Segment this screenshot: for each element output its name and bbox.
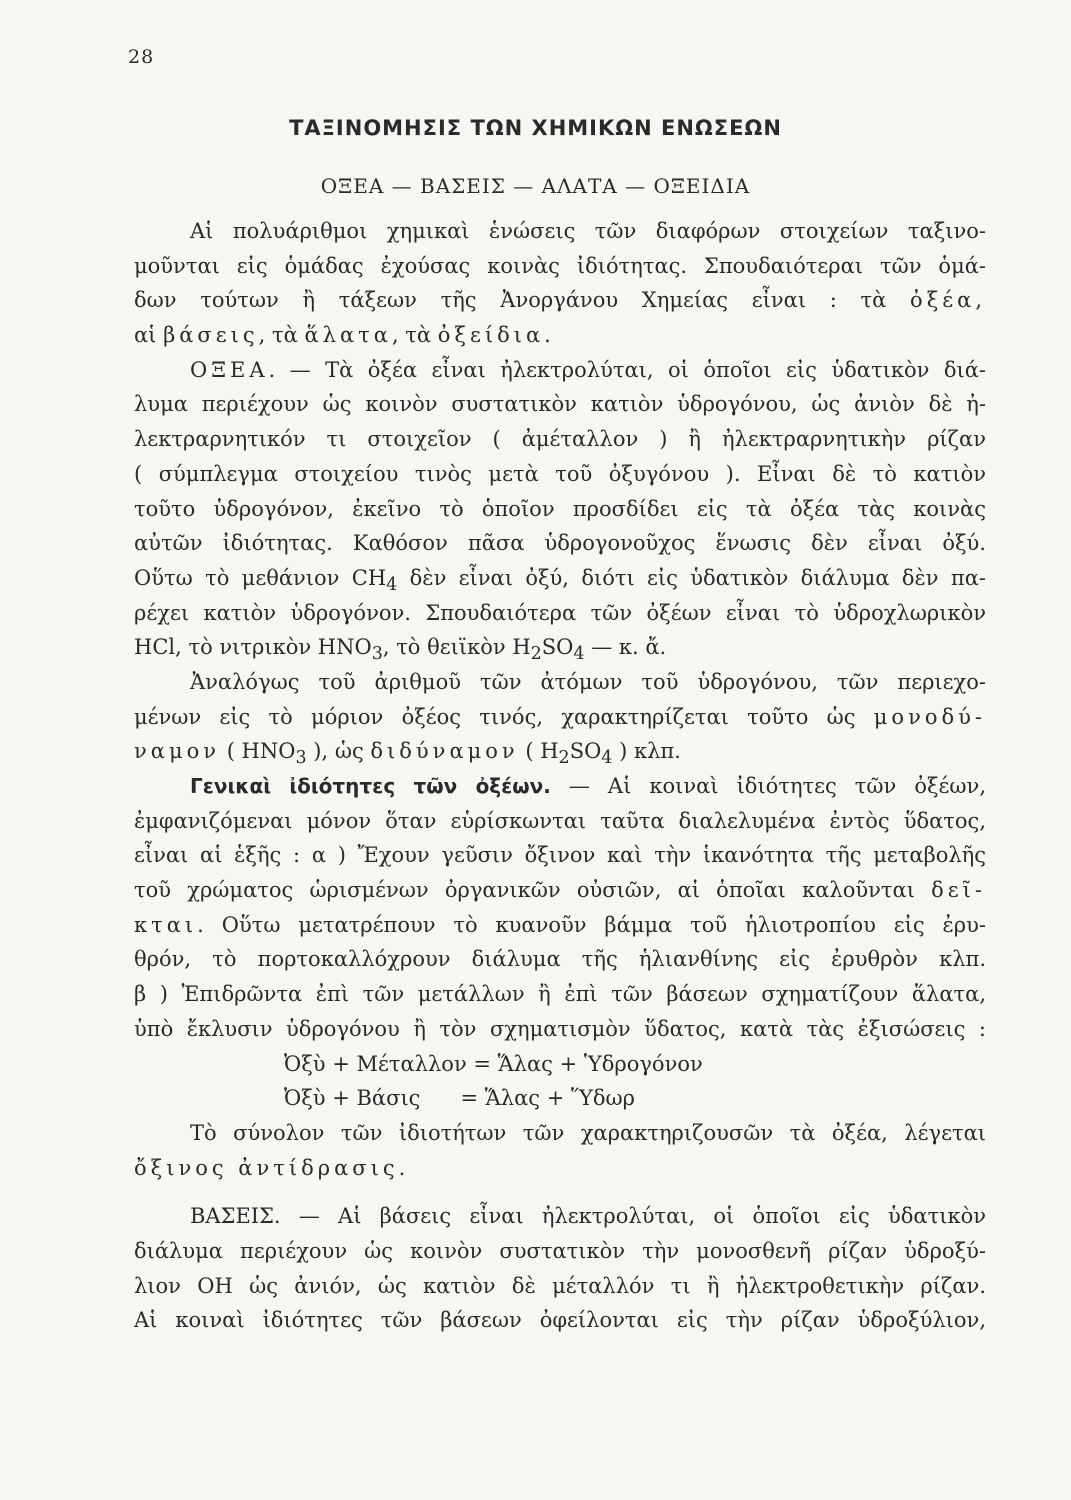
- text-line: Τὸ σύνολον τῶν ἰδιοτήτων τῶν χαρακτηριζουσῶν τὰ ὀξέα, λέγεται: [190, 1120, 986, 1145]
- spaced-term: ναμον: [134, 739, 221, 764]
- spaced-term: κται: [134, 912, 198, 937]
- text-line: τοῦ χρώματος ὡρισμένων ὀργανικῶν οὐσιῶν, αἱ ὁποῖαι καλοῦνται δεῖ-: [134, 878, 986, 903]
- spaced-term: ὀξείδια: [437, 323, 545, 348]
- spaced-term: διδύναμον: [370, 739, 519, 764]
- text-line: θρόν, τὸ πορτοκαλλόχρουν διάλυμα τῆς ἡλιανθίνης εἰς ἐρυθρὸν κλπ.: [134, 947, 986, 972]
- text-line: λυμα περιέχουν ὡς κοινὸν συστατικὸν κατιὸν ὑδρογόνου, ὡς ἀνιὸν δὲ ἠ-: [134, 392, 986, 417]
- text-line: τοῦτο ὑδρογόνον, ἐκεῖνο τὸ ὁποῖον προσδίδει εἰς τὰ ὀξέα τὰς κοινὰς: [134, 496, 986, 521]
- text-line: Αἱ πολυάριθμοι χημικαὶ ἑνώσεις τῶν διαφόρων στοιχείων ταξινο-: [190, 219, 986, 243]
- text-line: ( σύμπλεγμα στοιχείου τινὸς μετὰ τοῦ ὀξυγόνου ). Εἶναι δὲ τὸ κατιὸν: [134, 461, 986, 486]
- equation-line: Ὀξὺ + Μέταλλον = Ἅλας + Ὑδρογόνον: [284, 1051, 703, 1076]
- section-label-bases: ΒΑΣΕΙΣ: [190, 1204, 274, 1229]
- text-line: ΟΞΕΑ. — Τὰ ὀξέα εἶναι ἠλεκτρολύται, οἱ ὁποῖοι εἰς ὑδατικὸν διά-: [190, 357, 986, 382]
- body-text: [134, 214, 986, 1338]
- chapter-heading: ΤΑΞΙΝΟΜΗΣΙΣ ΤΩΝ ΧΗΜΙΚΩΝ ΕΝΩΣΕΩΝ: [289, 116, 782, 140]
- text-line: Ἀναλόγως τοῦ ἀριθμοῦ τῶν ἀτόμων τοῦ ὑδρογόνου, τῶν περιεχο-: [190, 669, 986, 694]
- text-line: ναμον ( $HNO_3$ ), ὡς διδύναμον ( $H_2SO_4$ ) κλπ.: [134, 739, 681, 769]
- text-line: HCl, τὸ νιτρικὸν $HNO_3$, τὸ θειϊκὸν $H_2SO_4$ — κ. ἄ.: [134, 635, 667, 665]
- equation-line: Ὀξὺ + Βάσις = Ἅλας + Ὕδωρ: [284, 1086, 636, 1111]
- subsection-title: Γενικαὶ ἰδιότητες τῶν ὀξέων.: [190, 774, 551, 798]
- text-line: διάλυμα περιέχουν ὡς κοινὸν συστατικὸν τὴν μονοσθενῆ ρίζαν ὑδροξύ-: [134, 1238, 986, 1263]
- section-subheading: ΟΞΕΑ — ΒΑΣΕΙΣ — ΑΛΑΤΑ — ΟΞΕΙΔΙΑ: [320, 174, 751, 198]
- text-line: λεκτραρνητικόν τι στοιχεῖον ( ἀμέταλλον ) ἢ ἠλεκτραρνητικὴν ρίζαν: [134, 427, 986, 452]
- text-line: β ) Ἐπιδρῶντα ἐπὶ τῶν μετάλλων ἢ ἐπὶ τῶν βάσεων σχηματίζουν ἅλατα,: [134, 982, 986, 1007]
- text-line: μένων εἰς τὸ μόριον ὀξέος τινός, χαρακτηρίζεται τοῦτο ὡς μονοδύ-: [134, 704, 986, 729]
- text-line: δων τούτων ἢ τάξεων τῆς Ἀνοργάνου Χημείας εἶναι : τὰ ὀξέα,: [134, 288, 986, 313]
- text-line: μοῦνται εἰς ὁμάδας ἐχούσας κοινὰς ἰδιότητας. Σπουδαιότεραι τῶν ὁμά-: [134, 253, 986, 278]
- spaced-term: ὀξέα,: [910, 288, 986, 313]
- spaced-term: ἅλατα: [304, 323, 392, 348]
- text-line: λιον ΟΗ ὡς ἀνιόν, ὡς κατιὸν δὲ μέταλλόν τι ἢ ἠλεκτροθετικὴν ρίζαν.: [134, 1273, 986, 1298]
- text-line: ὑπὸ ἔκλυσιν ὑδρογόνου ἢ τὸν σχηματισμὸν ὕδατος, κατὰ τὰς ἐξισώσεις :: [134, 1016, 986, 1041]
- text-line: ΒΑΣΕΙΣ. — Αἱ βάσεις εἶναι ἠλεκτρολύται, οἱ ὁποῖοι εἰς ὑδατικὸν: [190, 1204, 986, 1229]
- text-line: Αἱ κοιναὶ ἰδιότητες τῶν βάσεων ὀφείλονται εἰς τὴν ρίζαν ὑδροξύλιον,: [134, 1308, 986, 1333]
- text-line: αἱ βάσεις, τὰ ἅλατα, τὰ ὀξείδια.: [134, 323, 551, 348]
- page-number: 28: [128, 46, 155, 68]
- text-line: κται. Οὕτω μετατρέπουν τὸ κυανοῦν βάμμα τοῦ ἡλιοτροπίου εἰς ἐρυ-: [134, 912, 986, 937]
- text-line: ρέχει κατιὸν ὑδρογόνον. Σπουδαιότερα τῶν ὀξέων εἶναι τὸ ὑδροχλωρικὸν: [134, 600, 986, 625]
- text-line: Οὕτω τὸ μεθάνιον $CH_4$ δὲν εἶναι ὀξύ, διότι εἰς ὑδατικὸν διάλυμα δὲν πα-: [134, 565, 986, 596]
- spaced-term: ὄξινος ἀντίδρασις: [134, 1155, 399, 1180]
- spaced-term: μονοδύ-: [873, 704, 986, 729]
- text-line: εἶναι αἱ ἑξῆς : α ) Ἔχουν γεῦσιν ὄξινον καὶ τὴν ἱκανότητα τῆς μεταβολῆς: [134, 843, 986, 868]
- text-line: Γενικαὶ ἰδιότητες τῶν ὀξέων. — Αἱ κοιναὶ ἰδιότητες τῶν ὀξέων,: [190, 774, 986, 798]
- spaced-term: δεῖ-: [931, 878, 986, 903]
- section-label-acids: ΟΞΕΑ: [190, 357, 269, 382]
- text-line: ὄξινος ἀντίδρασις.: [134, 1155, 406, 1180]
- text-line: ἐμφανιζόμεναι μόνον ὅταν εὑρίσκωνται ταῦτα διαλελυμένα ἐντὸς ὕδατος,: [134, 808, 986, 833]
- text-line: αὐτῶν ἰδιότητας. Καθόσον πᾶσα ὑδρογονοῦχος ἕνωσις δὲν εἶναι ὀξύ.: [134, 531, 986, 556]
- spaced-term: βάσεις: [163, 323, 259, 348]
